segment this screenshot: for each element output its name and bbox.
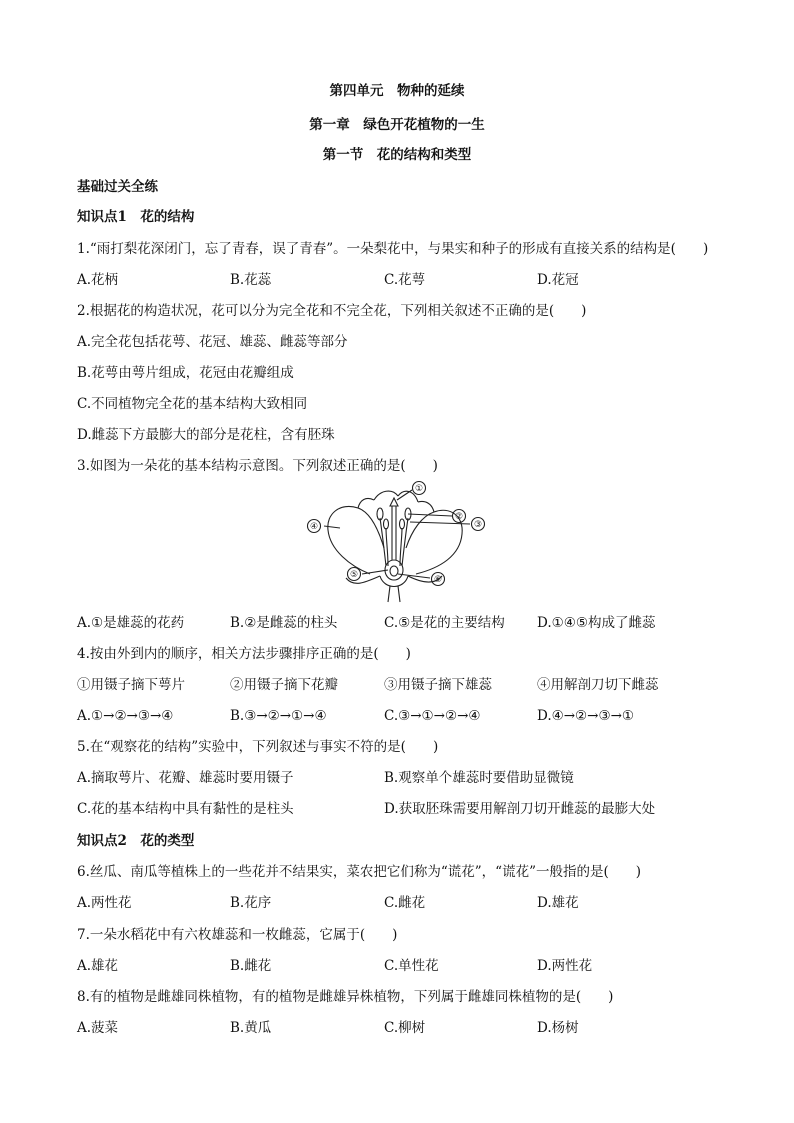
question-4: 4.按由外到内的顺序，相关方法步骤排序正确的是( ) xyxy=(77,646,411,662)
step-2: ②用镊子摘下花瓣 xyxy=(230,677,338,693)
option-c: C.花萼 xyxy=(384,272,426,288)
option-b: B.花蕊 xyxy=(230,272,272,288)
option-b: B.雌花 xyxy=(230,958,272,974)
option-b: B.观察单个雄蕊时要借助显微镜 xyxy=(384,770,574,786)
figure-label-1: ① xyxy=(414,484,424,494)
option-c: C.花的基本结构中具有黏性的是柱头 xyxy=(77,801,294,817)
figure-label-5: ⑤ xyxy=(349,570,359,580)
option-a: A.两性花 xyxy=(77,895,132,911)
option-a: A.完全花包括花萼、花冠、雄蕊、雌蕊等部分 xyxy=(77,334,348,350)
figure-label-4: ④ xyxy=(309,522,319,532)
question-2: 2.根据花的构造状况，花可以分为完全花和不完全花，下列相关叙述不正确的是( ) xyxy=(77,303,587,319)
question-5: 5.在“观察花的结构”实验中，下列叙述与事实不符的是( ) xyxy=(77,739,439,755)
option-d: D.杨树 xyxy=(537,1020,579,1036)
figure-label-6: ⑥ xyxy=(433,575,443,585)
option-a: A.菠菜 xyxy=(77,1020,119,1036)
option-c: C.⑤是花的主要结构 xyxy=(384,615,505,631)
option-a: A.花柄 xyxy=(77,272,119,288)
question-7: 7.一朵水稻花中有六枚雄蕊和一枚雌蕊，它属于( ) xyxy=(77,927,398,943)
flower-structure-diagram xyxy=(300,478,496,604)
figure-label-2: ② xyxy=(454,512,464,522)
option-d: D.两性花 xyxy=(537,958,593,974)
figure-label-3: ③ xyxy=(473,520,483,530)
step-4: ④用解剖刀切下雌蕊 xyxy=(537,677,659,693)
section-title: 第一节 花的结构和类型 xyxy=(322,147,472,163)
option-c: C.单性花 xyxy=(384,958,439,974)
topic-heading-1: 知识点1 花的结构 xyxy=(77,209,195,225)
option-d: D.雄花 xyxy=(537,895,579,911)
question-3: 3.如图为一朵花的基本结构示意图。下列叙述正确的是( ) xyxy=(77,458,438,474)
option-a: A.①→②→③→④ xyxy=(77,708,174,724)
option-a: A.摘取萼片、花瓣、雄蕊时要用镊子 xyxy=(77,770,294,786)
option-b: B.②是雌蕊的柱头 xyxy=(230,615,338,631)
question-6: 6.丝瓜、南瓜等植株上的一些花并不结果实，菜农把它们称为“谎花”，“谎花”一般指的是( ) xyxy=(77,864,642,880)
option-c: C.柳树 xyxy=(384,1020,426,1036)
option-b: B.花序 xyxy=(230,895,272,911)
option-c: C.雌花 xyxy=(384,895,426,911)
option-d: D.①④⑤构成了雌蕊 xyxy=(537,615,656,631)
chapter-title: 第一章 绿色开花植物的一生 xyxy=(309,117,485,133)
exercise-title: 基础过关全练 xyxy=(77,179,158,195)
option-d: D.花冠 xyxy=(537,272,579,288)
option-d: D.④→②→③→① xyxy=(537,708,634,724)
question-8: 8.有的植物是雌雄同株植物，有的植物是雌雄异株植物，下列属于雌雄同株植物的是( ) xyxy=(77,989,614,1005)
option-d: D.获取胚珠需要用解剖刀切开雌蕊的最膨大处 xyxy=(384,801,656,817)
option-d: D.雌蕊下方最膨大的部分是花柱，含有胚珠 xyxy=(77,427,335,443)
option-a: A.雄花 xyxy=(77,958,119,974)
option-b: B.黄瓜 xyxy=(230,1020,272,1036)
step-3: ③用镊子摘下雄蕊 xyxy=(384,677,492,693)
option-c: C.③→①→②→④ xyxy=(384,708,481,724)
option-c: C.不同植物完全花的基本结构大致相同 xyxy=(77,396,308,412)
question-1: 1.“雨打梨花深闭门，忘了青春，误了青春”。一朵梨花中，与果实和种子的形成有直接关系的结构是( ) xyxy=(77,241,709,257)
option-b: B.花萼由萼片组成，花冠由花瓣组成 xyxy=(77,365,294,381)
topic-heading-2: 知识点2 花的类型 xyxy=(77,833,195,849)
unit-title: 第四单元 物种的延续 xyxy=(329,83,465,99)
step-1: ①用镊子摘下萼片 xyxy=(77,677,185,693)
option-a: A.①是雄蕊的花药 xyxy=(77,615,185,631)
option-b: B.③→②→①→④ xyxy=(230,708,327,724)
